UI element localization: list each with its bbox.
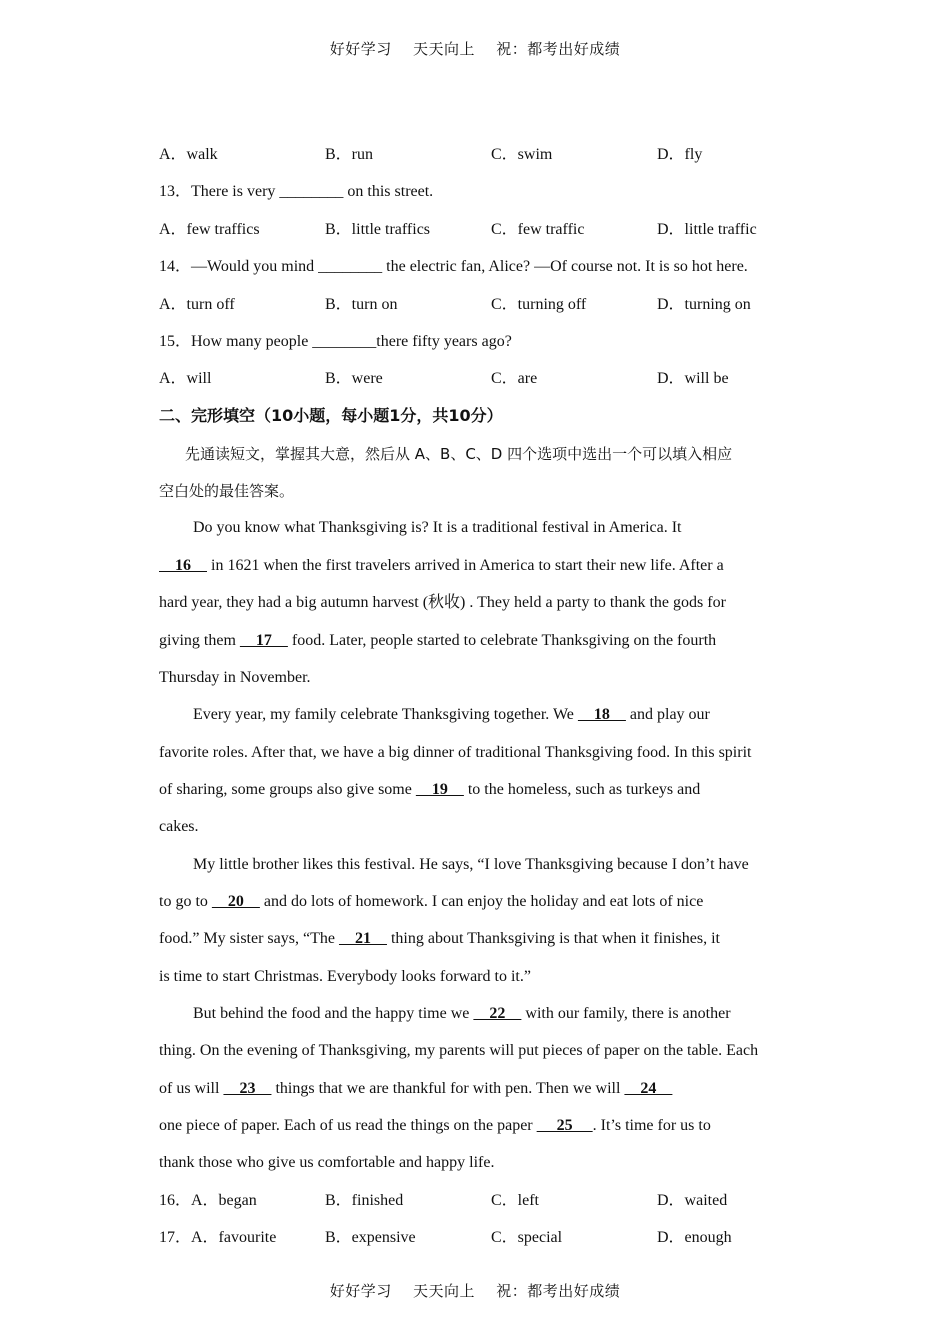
blank-23: 23 bbox=[223, 1080, 272, 1097]
passage-line: My little brother likes this festival. He says, “I love Thanksgiving because I don’t have bbox=[193, 856, 749, 873]
header-text-3: 祝：都考出好成绩 bbox=[496, 40, 621, 58]
blank-20: 20 bbox=[211, 893, 260, 910]
blank-19: 19 bbox=[415, 781, 464, 798]
blank-25: 25 bbox=[536, 1117, 593, 1134]
option-c: C．are bbox=[491, 370, 538, 387]
footer-text-3: 祝：都考出好成绩 bbox=[496, 1282, 621, 1300]
option-a: A．few traffics bbox=[159, 221, 260, 238]
option-a: A．will bbox=[159, 370, 212, 387]
q14-stem: 14．—Would you mind ________ the electric fan, Alice? —Of course not. It is so hot here. bbox=[159, 258, 748, 275]
option-d: D．little traffic bbox=[657, 221, 757, 238]
passage-line: thank those who give us comfortable and happy life. bbox=[159, 1154, 495, 1171]
section-instructions-1: 先通读短文，掌握其大意，然后从 A、B、C、D 四个选项中选出一个可以填入相应 bbox=[185, 445, 733, 463]
passage-line: favorite roles. After that, we have a big dinner of traditional Thanksgiving food. In this spirit bbox=[159, 744, 752, 761]
option-b: B．turn on bbox=[325, 296, 398, 313]
header-text-2: 天天向上 bbox=[412, 40, 475, 58]
option-a: A．walk bbox=[159, 146, 218, 163]
option-c: C．left bbox=[491, 1192, 539, 1209]
q15-stem: 15．How many people ________there fifty years ago? bbox=[159, 333, 512, 350]
option-b: B．expensive bbox=[325, 1229, 416, 1246]
option-d: D．enough bbox=[657, 1229, 732, 1246]
footer-text-2: 天天向上 bbox=[412, 1282, 475, 1300]
passage-line: to go to 20 and do lots of homework. I can enjoy the holiday and eat lots of nice bbox=[159, 893, 704, 910]
passage-line: giving them 17 food. Later, people started to celebrate Thanksgiving on the fourth bbox=[159, 632, 717, 649]
option-b: B．run bbox=[325, 146, 374, 163]
option-a: A．turn off bbox=[159, 296, 235, 313]
passage-line: one piece of paper. Each of us read the things on the paper 25 . It’s time for us to bbox=[159, 1117, 711, 1134]
option-c: C．special bbox=[491, 1229, 563, 1246]
page-footer bbox=[0, 1280, 950, 1301]
passage-line: of us will 23 things that we are thankful for with pen. Then we will 24 bbox=[159, 1080, 673, 1097]
page-header bbox=[0, 38, 950, 59]
blank-16: 16 bbox=[159, 557, 207, 574]
passage-line: food.” My sister says, “The 21 thing about Thanksgiving is that when it finishes, it bbox=[159, 930, 720, 947]
option-d: D．will be bbox=[657, 370, 729, 387]
option-c: C．turning off bbox=[491, 296, 587, 313]
option-b: B．little traffics bbox=[325, 221, 431, 238]
option-b: B．were bbox=[325, 370, 383, 387]
footer-text-1: 好好学习 bbox=[329, 1282, 392, 1300]
passage-line: thing. On the evening of Thanksgiving, my parents will put pieces of paper on the table. Each bbox=[159, 1042, 759, 1059]
section-title: 二、完形填空（10小题，每小题1分，共10分） bbox=[159, 406, 503, 425]
option-d: D．waited bbox=[657, 1192, 728, 1209]
q13-stem: 13．There is very ________ on this street. bbox=[159, 183, 434, 200]
passage-line: cakes. bbox=[159, 818, 199, 835]
option-d: D．fly bbox=[657, 146, 703, 163]
passage-line: But behind the food and the happy time we 22 with our family, there is another bbox=[193, 1005, 731, 1022]
passage-line: Do you know what Thanksgiving is? It is a traditional festival in America. It bbox=[193, 519, 682, 536]
header-text-1: 好好学习 bbox=[329, 40, 392, 58]
option-c: C．few traffic bbox=[491, 221, 585, 238]
passage-line: Thursday in November. bbox=[159, 669, 311, 686]
passage-line: of sharing, some groups also give some 19 to the homeless, such as turkeys and bbox=[159, 781, 701, 798]
blank-24: 24 bbox=[624, 1080, 673, 1097]
option-b: B．finished bbox=[325, 1192, 404, 1209]
section-instructions-2: 空白处的最佳答案。 bbox=[159, 482, 295, 500]
passage-line: hard year, they had a big autumn harvest (秋收) . They held a party to thank the gods for bbox=[159, 594, 726, 611]
blank-18: 18 bbox=[577, 706, 626, 723]
option-a: 17．A．favourite bbox=[159, 1229, 277, 1246]
passage-line: is time to start Christmas. Everybody looks forward to it.” bbox=[159, 968, 531, 985]
option-c: C．swim bbox=[491, 146, 553, 163]
blank-22: 22 bbox=[473, 1005, 522, 1022]
option-d: D．turning on bbox=[657, 296, 751, 313]
blank-17: 17 bbox=[239, 632, 288, 649]
option-a: 16．A．began bbox=[159, 1192, 257, 1209]
passage-line: Every year, my family celebrate Thanksgiving together. We 18 and play our bbox=[193, 706, 710, 723]
blank-21: 21 bbox=[338, 930, 387, 947]
passage-line: 16 in 1621 when the first travelers arrived in America to start their new life. After a bbox=[159, 557, 724, 574]
